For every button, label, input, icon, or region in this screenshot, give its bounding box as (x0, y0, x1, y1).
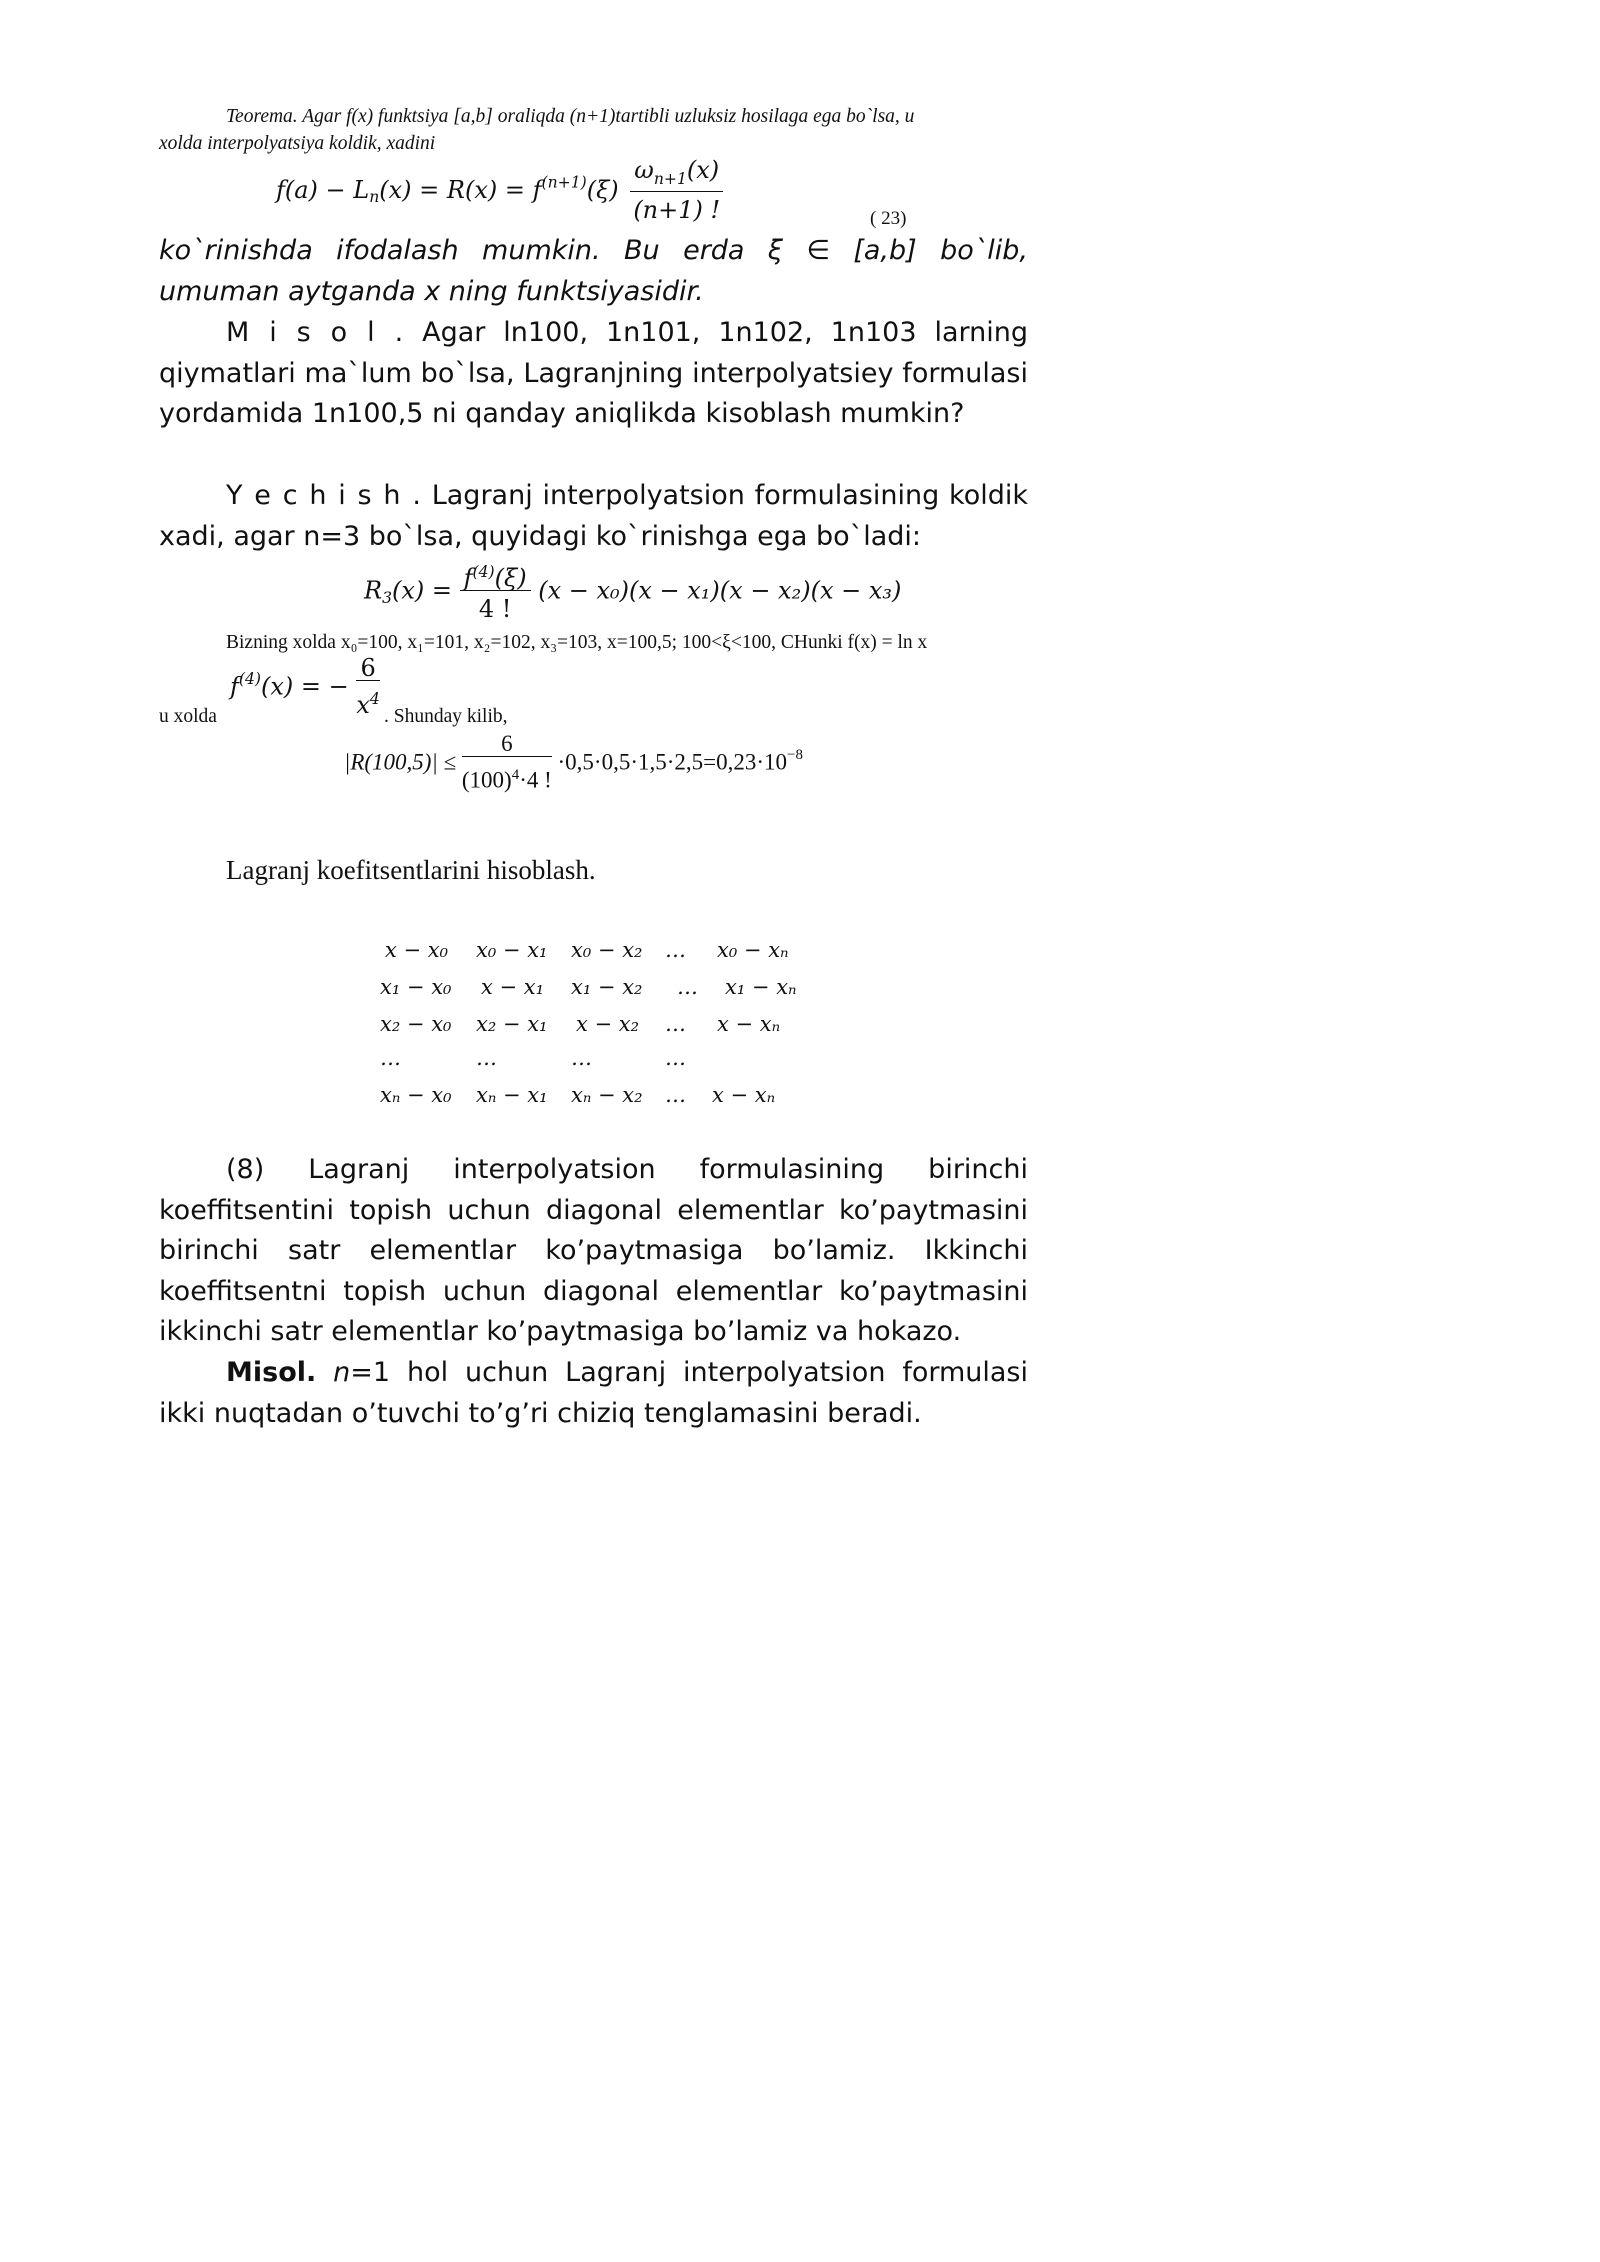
given-values-line: Bizning xolda x₀=100, x₁=101, x₂=102, x₃=103, x=100,5; 100<ξ<100, CHunki f(x) = ln x (226, 632, 928, 653)
fourth-derivative-formula: $f^{(4)}(x)$ = − $\frac{6}{x^4}$ (230, 654, 380, 719)
equation-number-23: ( 23) (870, 208, 907, 229)
matrix-cell: xₙ − x₂ (571, 1083, 643, 1107)
coefficient-explanation-paragraph: (8) Lagranj interpolyatsion formulasining birinchi koeffitsentini topish uchun diagonal elementlar ko’paytmasini birinchi satr elementlar ko’paytmasiga bo’lamiz. Ikkinchi koeffitsentni topish uchun diagonal elementlar ko’paytmasini ikkinchi satr elementlar ko’paytmasiga bo’lamiz va hokazo. (159, 1154, 1028, 1347)
matrix-cell: x − x₂ (576, 1012, 640, 1036)
theorem-line-2: xolda interpolyatsiya koldik, xadini (159, 133, 436, 154)
theorem-line-1: Teorema. Agar f(x) funktsiya [a,b] oraliqda (n+1)tartibli uzluksiz hosilaga ega bo`lsa, u (226, 106, 915, 127)
matrix-cell: x₁ − xₙ (725, 975, 797, 999)
matrix-cell: x₂ − x₀ (380, 1012, 452, 1036)
matrix-cell: x − xₙ (717, 1012, 781, 1036)
matrix-cell: x₀ − x₁ (476, 938, 548, 962)
remainder-formula-r3: $R_3(x)$ = $\frac{f^{(4)}(\xi)}{4 !}$ (x − x₀)(x − x₁)(x − x₂)(x − x₃) (364, 560, 901, 621)
formula-explanation: ko`rinishda ifodalash mumkin. Bu erda ξ ∈ [a,b] bo`lib, umuman aytganda x ning funktsiyasidir. (159, 235, 1028, 307)
solution-label: Y e c h i s h . (226, 480, 422, 511)
matrix-cell: x₁ − x₀ (380, 975, 452, 999)
matrix-cell: x − xₙ (712, 1083, 776, 1107)
coefficients-heading: Lagranj koefitsentlarini hisoblash. (226, 855, 596, 885)
example-2-paragraph: Misol. n=1 hol uchun Lagranj interpolyatsion formulasi ikki nuqtadan o’tuvchi to’g’ri chiziq tenglamasini beradi. (159, 1357, 1028, 1429)
matrix-cell: … (665, 1083, 686, 1107)
matrix-cell: x − x₀ (385, 938, 449, 962)
matrix-cell: … (571, 1046, 592, 1070)
matrix-cell: xₙ − x₀ (380, 1083, 452, 1107)
matrix-cell: … (665, 938, 686, 962)
example-1-label: M i s o l . (226, 317, 405, 348)
matrix-cell: … (476, 1046, 497, 1070)
matrix-cell: … (380, 1046, 401, 1070)
formula-23: $f(a) - L_n(x) = R(x) = f^{(n+1)}(\xi)$ $\frac{\omega_{n+1}(x)}{(n+1) !}$ (276, 158, 723, 222)
error-estimate-formula: |R(100,5)| ≤ $\frac{6}{(100)^4\cdot 4 !}$ $\cdot 0,5\cdot 0,5\cdot 1,5\cdot 2,5=0,23\cdot 10^{-8}$ (344, 731, 803, 793)
u-xolda-label: u xolda (159, 706, 217, 727)
matrix-cell: x₂ − x₁ (476, 1012, 548, 1036)
matrix-cell: x₀ − x₂ (571, 938, 643, 962)
matrix-cell: x₁ − x₂ (571, 975, 643, 999)
example-2-label: Misol. (226, 1357, 317, 1388)
matrix-cell: x₀ − xₙ (717, 938, 789, 962)
matrix-cell: x − x₁ (481, 975, 545, 999)
matrix-cell: … (677, 975, 698, 999)
example-1-paragraph: M i s o l . Agar ln100, 1n101, 1n102, 1n103 larning qiymatlari ma`lum bo`lsa, Lagranjning interpolyatsiey formulasi yordamida 1n100,5 ni qanday aniqlikda kisoblash mumkin? (159, 317, 1028, 429)
shunday-kilib-text: . Shunday kilib, (384, 706, 508, 727)
matrix-cell: … (665, 1012, 686, 1036)
matrix-cell: xₙ − x₁ (476, 1083, 548, 1107)
matrix-cell: … (665, 1046, 686, 1070)
solution-paragraph: Y e c h i s h . Lagranj interpolyatsion formulasining koldik xadi, agar n=3 bo`lsa, quyidagi ko`rinishga ega bo`ladi: (159, 480, 1028, 552)
